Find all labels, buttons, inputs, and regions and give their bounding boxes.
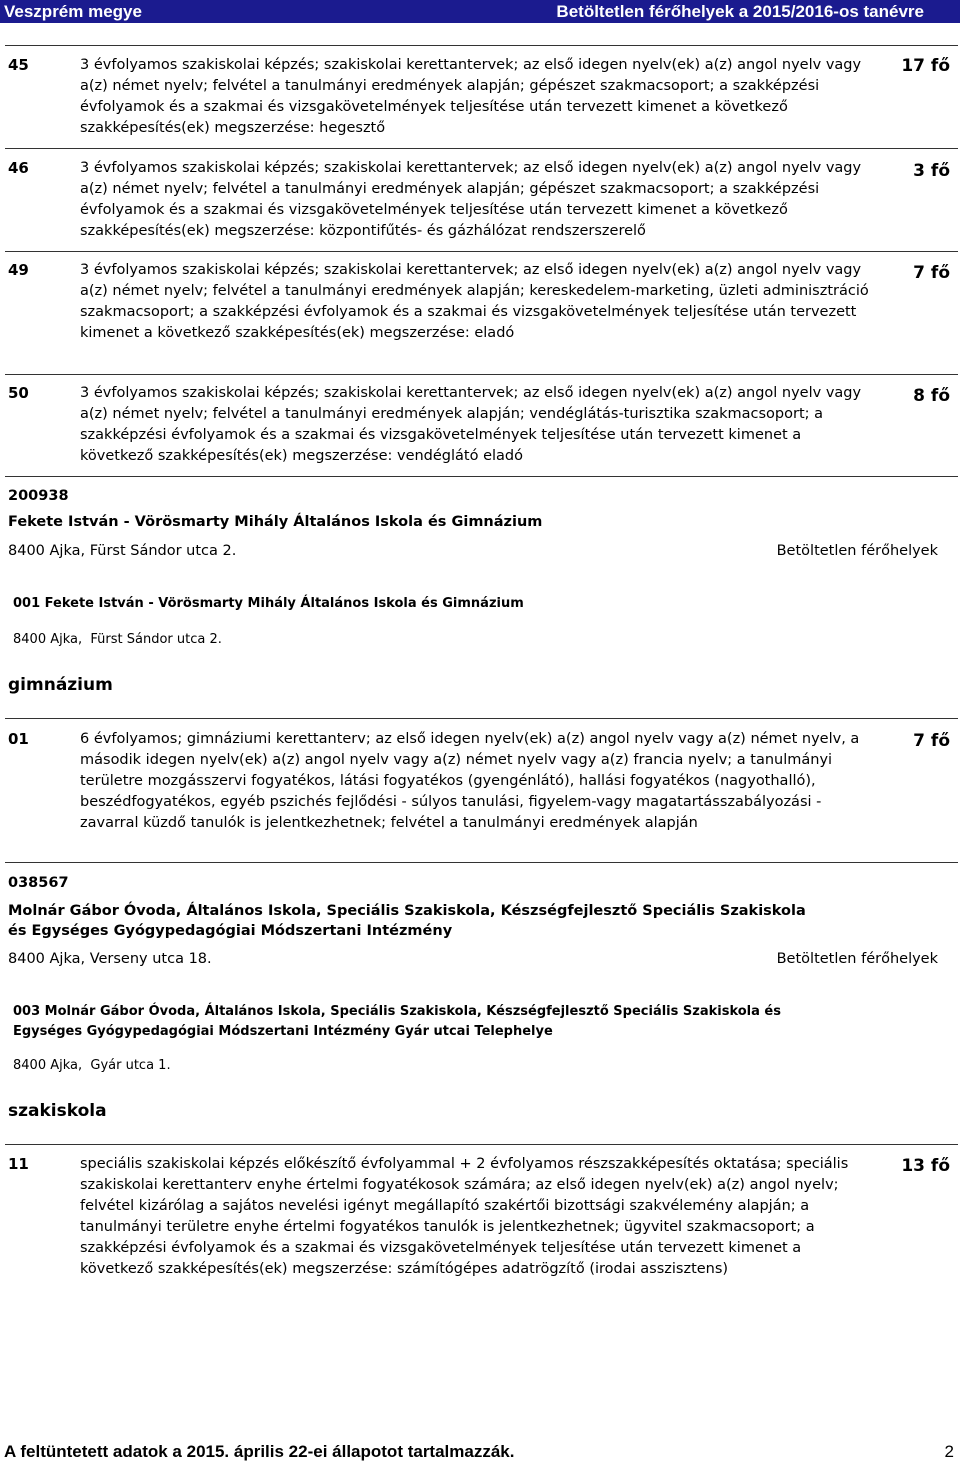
entry-number: 11 — [8, 1155, 29, 1173]
site-address: 8400 Ajka, Gyár utca 1. — [13, 1058, 171, 1073]
institution-code: 200938 — [8, 488, 69, 504]
page-header — [0, 0, 960, 23]
entry-number: 46 — [8, 159, 29, 177]
entry-description: 6 évfolyamos; gimnáziumi kerettanterv; az első idegen nyelv(ek) a(z) angol nyelv vagy a(z) német nyelv, a második idegen nyelv(ek) a(z) angol nyelv vagy a(z) német nyelv vagy a(z) francia nyelv; a tanulmányi területre mozgásszervi fogyatékos, látási fogyatékos (gyengénlátó), hallási fogyatékos (nagyothalló), beszédfogyatékos, egyéb pszichés fejlődési - súlyos tanulási, figyelem-vagy magatartásszabályozási - zavarral küzdő tanulók is jelentkezhetnek; felvétel a tanulmányi eredmények alapján — [80, 731, 860, 831]
institution-name: Fekete István - Vörösmarty Mihály Általános Iskola és Gimnázium — [8, 514, 543, 530]
entry-description: 3 évfolyamos szakiskolai képzés; szakiskolai kerettantervek; az első idegen nyelv(ek) a(z) angol nyelv vagy a(z) német nyelv; felvétel a tanulmányi eredmények alapján; gépészet szakmacsoport; a szakképzési évfolyamok és a szakmai és vizsgakövetelmények teljesítése után tervezett kimenet a következő szakképesítés(ek) megszerzése: központifűtés- és gázhálózat rendszerszerelő — [80, 160, 862, 239]
site-address: 8400 Ajka, Fürst Sándor utca 2. — [13, 632, 222, 647]
divider — [5, 148, 958, 149]
institution-code: 038567 — [8, 875, 69, 891]
divider — [5, 718, 958, 719]
entry-number: 01 — [8, 730, 29, 748]
institution-name: Molnár Gábor Óvoda, Általános Iskola, Speciális Szakiskola, Készségfejlesztő Speciális Szakiskola és Egységes Gyógypedagógiai Módszertani Intézmény — [8, 903, 806, 939]
divider — [5, 251, 958, 252]
entry-count: 13 fő — [901, 1156, 950, 1176]
category-heading: szakiskola — [8, 1101, 107, 1121]
divider — [5, 1144, 958, 1145]
category-heading: gimnázium — [8, 675, 113, 695]
entry-count: 17 fő — [901, 56, 950, 76]
divider — [5, 476, 958, 477]
entry-count: 7 fő — [913, 731, 950, 751]
page-number: 2 — [944, 1442, 954, 1461]
site-name: 003 Molnár Gábor Óvoda, Általános Iskola, Speciális Szakiskola, Készségfejlesztő Speciális Szakiskola és Egységes Gyógypedagógiai Módszertani Intézmény Gyár utcai Telephelye — [13, 1004, 781, 1039]
document-title: Betöltetlen férőhelyek a 2015/2016-os tanévre — [556, 2, 924, 21]
institution-address: 8400 Ajka, Verseny utca 18. — [8, 951, 212, 967]
entry-description: speciális szakiskolai képzés előkészítő évfolyammal + 2 évfolyamos részszakképesítés oktatása; speciális szakiskolai kerettanterv enyhe értelmi fogyatékosok számára; az első idegen nyelv(ek) a(z) angol nyelv; felvétel kizárólag a sajátos nevelési igényt megállapító szakértői bizottsági szakvélemény alapján; a tanulmányi területre enyhe értelmi fogyatékos tanulók is jelentkezhetnek; ügyvitel szakmacsoport; a szakképzési évfolyamok és a szakmai és vizsgakövetelmények teljesítése után tervezett kimenet a következő szakképesítés(ek) megszerzése: számítógépes adatrögzítő (irodai asszisztens) — [80, 1156, 849, 1277]
entry-description: 3 évfolyamos szakiskolai képzés; szakiskolai kerettantervek; az első idegen nyelv(ek) a(z) angol nyelv vagy a(z) német nyelv; felvétel a tanulmányi eredmények alapján; kereskedelem-marketing, üzleti adminisztráció szakmacsoport; a szakképzési évfolyamok és a szakmai és vizsgakövetelmények teljesítése után tervezett kimenet a következő szakképesítés(ek) megszerzése: eladó — [80, 262, 869, 341]
vacant-places-label: Betöltetlen férőhelyek — [776, 951, 938, 967]
divider — [5, 862, 958, 863]
entry-description: 3 évfolyamos szakiskolai képzés; szakiskolai kerettantervek; az első idegen nyelv(ek) a(z) angol nyelv vagy a(z) német nyelv; felvétel a tanulmányi eredmények alapján; gépészet szakmacsoport; a szakképzési évfolyamok és a szakmai és vizsgakövetelmények teljesítése után tervezett kimenet a következő szakképesítés(ek) megszerzése: hegesztő — [80, 57, 862, 136]
entry-count: 3 fő — [913, 161, 950, 181]
entry-number: 50 — [8, 384, 29, 402]
footer-note: A feltüntetett adatok a 2015. április 22-ei állapotot tartalmazzák. — [4, 1442, 515, 1461]
entry-number: 45 — [8, 56, 29, 74]
divider — [5, 374, 958, 375]
divider — [5, 45, 958, 46]
vacant-places-label: Betöltetlen férőhelyek — [776, 543, 938, 559]
county-title: Veszprém megye — [4, 2, 142, 21]
entry-number: 49 — [8, 261, 29, 279]
entry-count: 8 fő — [913, 386, 950, 406]
institution-address: 8400 Ajka, Fürst Sándor utca 2. — [8, 543, 237, 559]
site-name: 001 Fekete István - Vörösmarty Mihály Általános Iskola és Gimnázium — [13, 596, 524, 611]
entry-count: 7 fő — [913, 263, 950, 283]
entry-description: 3 évfolyamos szakiskolai képzés; szakiskolai kerettantervek; az első idegen nyelv(ek) a(z) angol nyelv vagy a(z) német nyelv; felvétel a tanulmányi eredmények alapján; vendéglátás-turisztika szakmacsoport; a szakképzési évfolyamok és a szakmai és vizsgakövetelmények teljesítése után tervezett kimenet a következő szakképesítés(ek) megszerzése: vendéglátó eladó — [80, 385, 862, 464]
